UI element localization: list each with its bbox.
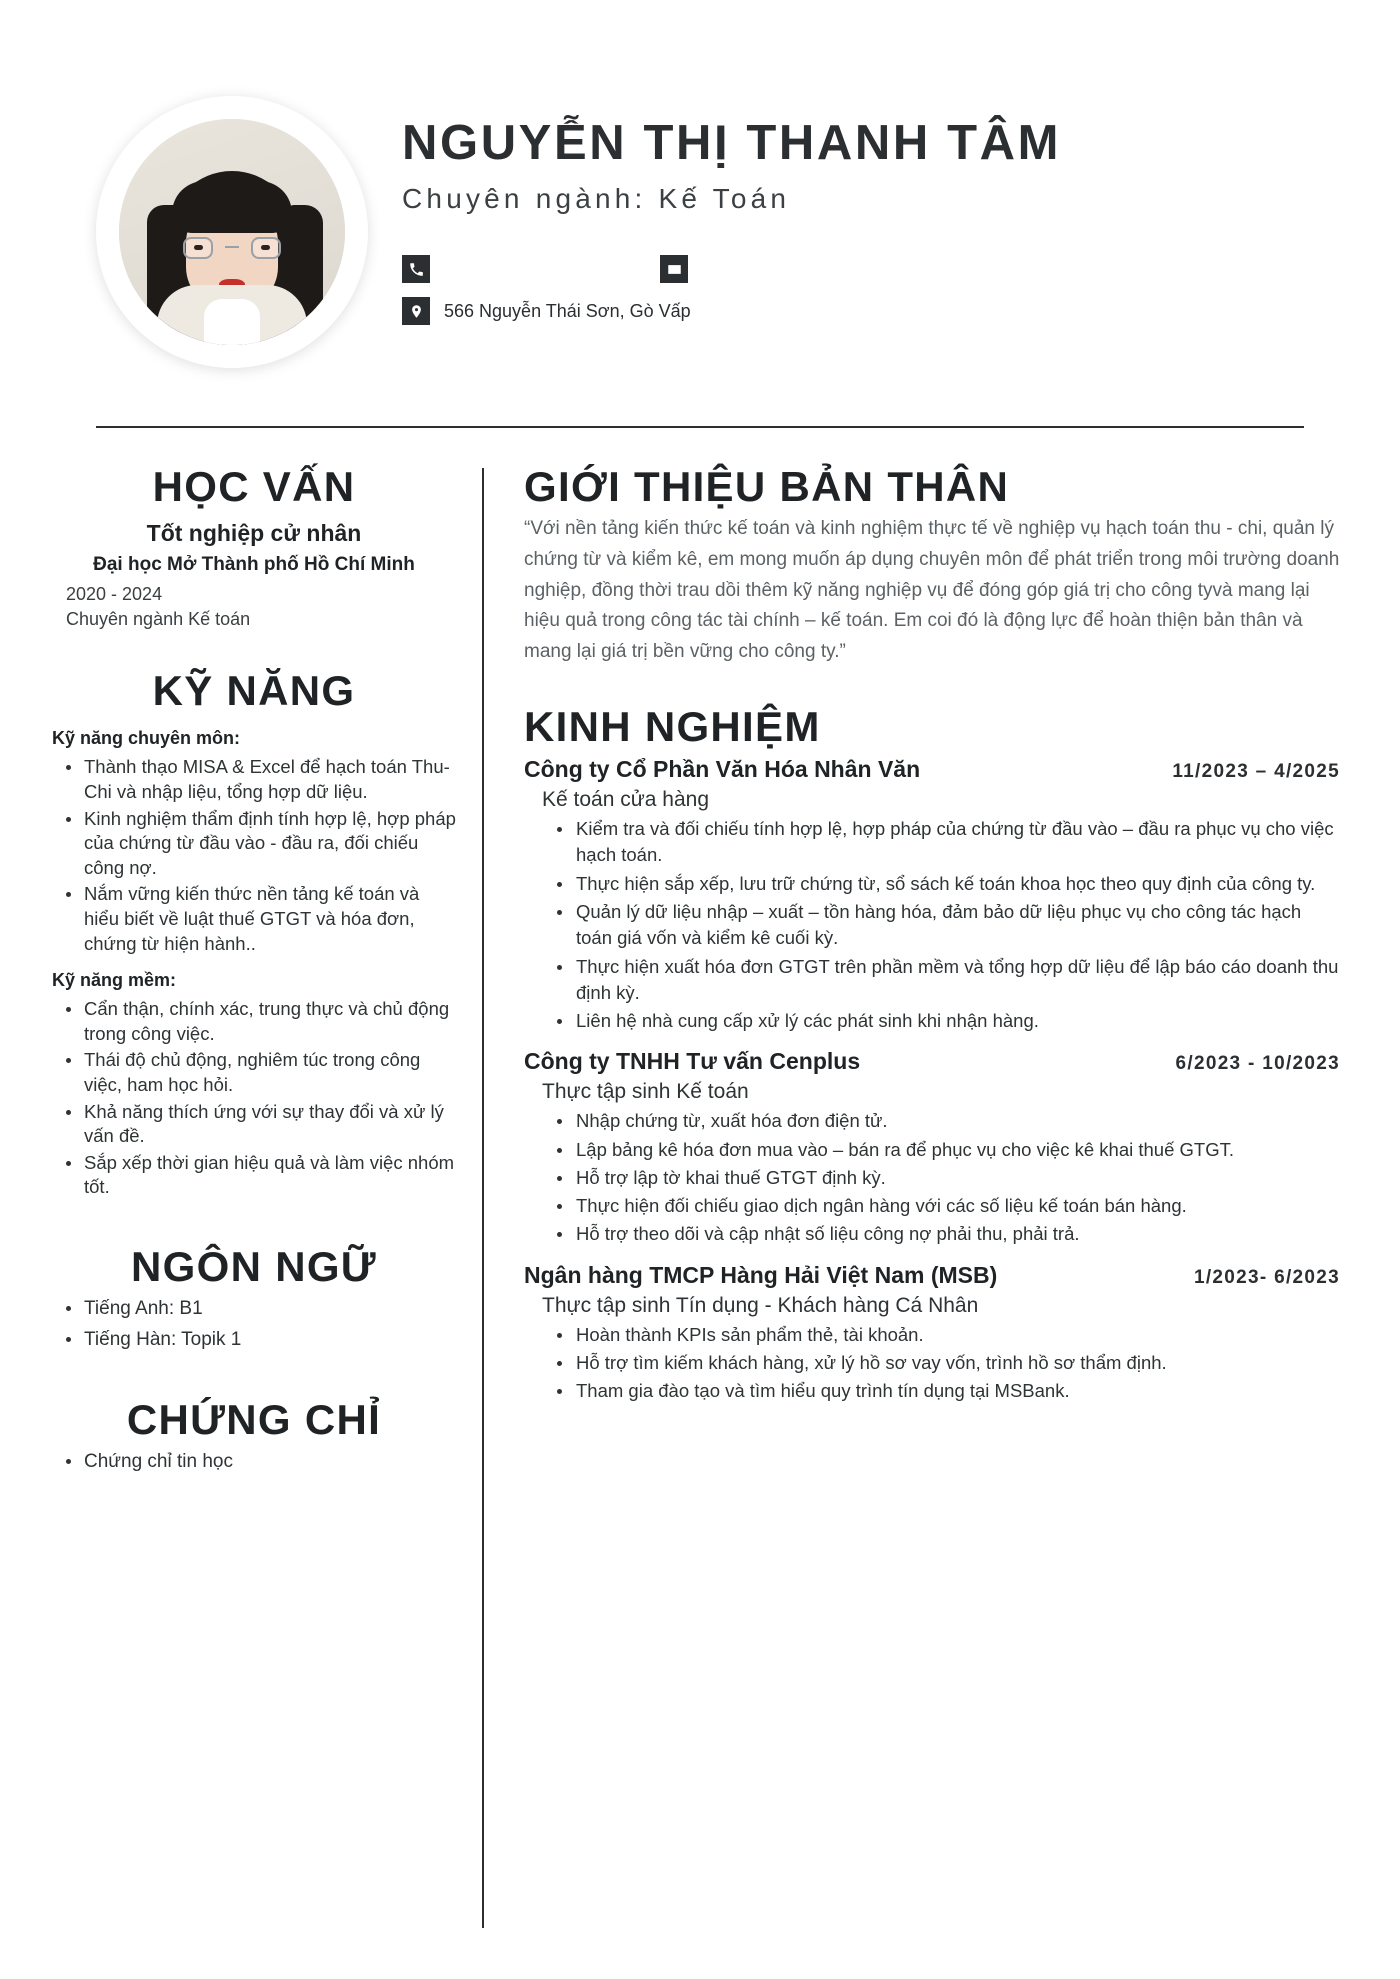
experience-role: Kế toán cửa hàng: [542, 788, 710, 812]
section-title-languages: NGÔN NGỮ: [131, 1242, 377, 1290]
skills-hard-list: [52, 755, 456, 956]
avatar: [96, 96, 368, 368]
section-title-education: HỌC VẤN: [152, 463, 356, 510]
list-item: Thành thạo MISA & Excel để hạch toán Thu-Chi và nhập liệu, tổng hợp dữ liệu.: [54, 755, 456, 804]
experience-entry: [524, 756, 1340, 1034]
experience-header-row: [524, 756, 1340, 783]
contact-address-value: 566 Nguyễn Thái Sơn, Gò Vấp: [444, 300, 691, 321]
email-icon: [660, 255, 688, 283]
phone-icon: [402, 255, 430, 283]
education-major: Chuyên ngành Kế toán: [66, 609, 251, 630]
section-title-certificates: CHỨNG CHỈ: [126, 1395, 382, 1443]
list-item: Hỗ trợ tìm kiếm khách hàng, xử lý hồ sơ vay vốn, trình hồ sơ thẩm định.: [546, 1350, 1340, 1376]
languages-list: [52, 1296, 456, 1353]
contact-phone[interactable]: [402, 255, 660, 283]
header-subtitle: Chuyên ngành: Kế Toán: [402, 183, 791, 215]
list-item: Tiếng Hàn: Topik 1: [54, 1327, 456, 1352]
certificates-list: [52, 1449, 456, 1474]
list-item: Thực hiện xuất hóa đơn GTGT trên phần mềm và tổng hợp dữ liệu để lập báo cáo doanh thu định kỳ.: [546, 954, 1340, 1007]
experience-role: Thực tập sinh Kế toán: [542, 1080, 749, 1104]
right-column: [484, 464, 1340, 1928]
section-title-skills: KỸ NĂNG: [152, 667, 356, 715]
skills-soft-label: Kỹ năng mềm:: [52, 970, 177, 991]
list-item: Sắp xếp thời gian hiệu quả và làm việc nhóm tốt.: [54, 1151, 456, 1200]
experience-dates: 11/2023 – 4/2025: [1172, 761, 1340, 783]
section-title-introduction: GIỚI THIỆU BẢN THÂN: [524, 463, 1010, 510]
experience-company: Ngân hàng TMCP Hàng Hải Việt Nam (MSB): [524, 1261, 998, 1288]
list-item: Nhập chứng từ, xuất hóa đơn điện tử.: [546, 1108, 1340, 1134]
list-item: Thực hiện đối chiếu giao dịch ngân hàng với các số liệu kế toán bán hàng.: [546, 1193, 1340, 1219]
experience-header-row: [524, 1262, 1340, 1289]
list-item: Kiểm tra và đối chiếu tính hợp lệ, hợp pháp của chứng từ đầu vào – đầu ra phục vụ cho việc hạch toán.: [546, 816, 1340, 869]
list-item: Hỗ trợ lập tờ khai thuế GTGT định kỳ.: [546, 1165, 1340, 1191]
avatar-photo: [119, 119, 345, 345]
left-column: [52, 464, 482, 1928]
education-degree: Tốt nghiệp cử nhân: [146, 520, 362, 547]
list-item: Thái độ chủ động, nghiêm túc trong công việc, ham học hỏi.: [54, 1048, 456, 1097]
list-item: Thực hiện sắp xếp, lưu trữ chứng từ, sổ sách kế toán khoa học theo quy định của công ty.: [546, 871, 1340, 897]
list-item: Tham gia đào tạo và tìm hiểu quy trình tín dụng tại MSBank.: [546, 1378, 1340, 1404]
experience-bullets: [524, 1108, 1340, 1247]
resume-header: [0, 0, 1400, 400]
experience-company: Công ty TNHH Tư vấn Cenplus: [524, 1048, 861, 1075]
list-item: Lập bảng kê hóa đơn mua vào – bán ra để phục vụ cho việc kê khai thuế GTGT.: [546, 1137, 1340, 1163]
introduction-text: “Với nền tảng kiến thức kế toán và kinh nghiệm thực tế về nghiệp vụ hạch toán thu - chi, quản lý chứng từ và kiểm kê, em mong muốn áp dụng chuyên môn để phát triển trong môi trường doanh nghiệp, đồng thời trau dồi thêm kỹ năng nghiệp vụ để đóng góp giá trị cho công tyvà mang lại hiệu quả trong công tác tài chính – kế toán. Em coi đó là động lực để hoàn thiện bản thân và mang lại giá trị bền vững cho công ty.”: [524, 518, 1340, 663]
list-item: Tiếng Anh: B1: [54, 1296, 456, 1321]
list-item: Cẩn thận, chính xác, trung thực và chủ động trong công việc.: [54, 997, 456, 1046]
experience-bullets: [524, 816, 1340, 1034]
list-item: Liên hệ nhà cung cấp xử lý các phát sinh khi nhận hàng.: [546, 1008, 1340, 1034]
education-school: Đại học Mở Thành phố Hồ Chí Minh: [93, 554, 415, 576]
skills-hard-label: Kỹ năng chuyên môn:: [52, 728, 241, 749]
list-item: Hỗ trợ theo dõi và cập nhật số liệu công nợ phải thu, phải trả.: [546, 1221, 1340, 1247]
list-item: Khả năng thích ứng với sự thay đổi và xử lý vấn đề.: [54, 1100, 456, 1149]
experience-company: Công ty Cổ Phần Văn Hóa Nhân Văn: [524, 756, 921, 783]
page-title: NGUYỄN THỊ THANH TÂM: [402, 116, 1062, 170]
skills-soft-list: [52, 997, 456, 1200]
experience-bullets: [524, 1322, 1340, 1405]
location-pin-icon: [402, 297, 430, 325]
header-text-block: [402, 96, 1340, 339]
contact-line-primary: [402, 255, 1340, 283]
list-item: Quản lý dữ liệu nhập – xuất – tồn hàng hóa, đảm bảo dữ liệu phục vụ cho công tác hạch toán giá vốn và kiểm kê cuối kỳ.: [546, 899, 1340, 952]
education-years: 2020 - 2024: [66, 584, 163, 605]
list-item: Chứng chỉ tin học: [54, 1449, 456, 1474]
section-title-experience: KINH NGHIỆM: [524, 703, 821, 751]
experience-entry: [524, 1262, 1340, 1405]
resume-body: [0, 428, 1400, 1928]
contact-address[interactable]: [402, 297, 691, 325]
experience-entry: [524, 1048, 1340, 1247]
list-item: Hoàn thành KPIs sản phẩm thẻ, tài khoản.: [546, 1322, 1340, 1348]
list-item: Kinh nghiệm thẩm định tính hợp lệ, hợp pháp của chứng từ đầu vào - đầu ra, đối chiếu công nợ.: [54, 807, 456, 881]
education-entry: [52, 520, 456, 630]
experience-dates: 6/2023 - 10/2023: [1175, 1053, 1340, 1075]
contact-block: [402, 255, 1340, 325]
experience-header-row: [524, 1048, 1340, 1075]
experience-role: Thực tập sinh Tín dụng - Khách hàng Cá Nhân: [542, 1293, 979, 1317]
contact-email[interactable]: [660, 255, 702, 283]
experience-dates: 1/2023- 6/2023: [1193, 1266, 1340, 1288]
contact-line-address: [402, 297, 1340, 325]
list-item: Nắm vững kiến thức nền tảng kế toán và hiểu biết về luật thuế GTGT và hóa đơn, chứng từ hiện hành..: [54, 882, 456, 956]
